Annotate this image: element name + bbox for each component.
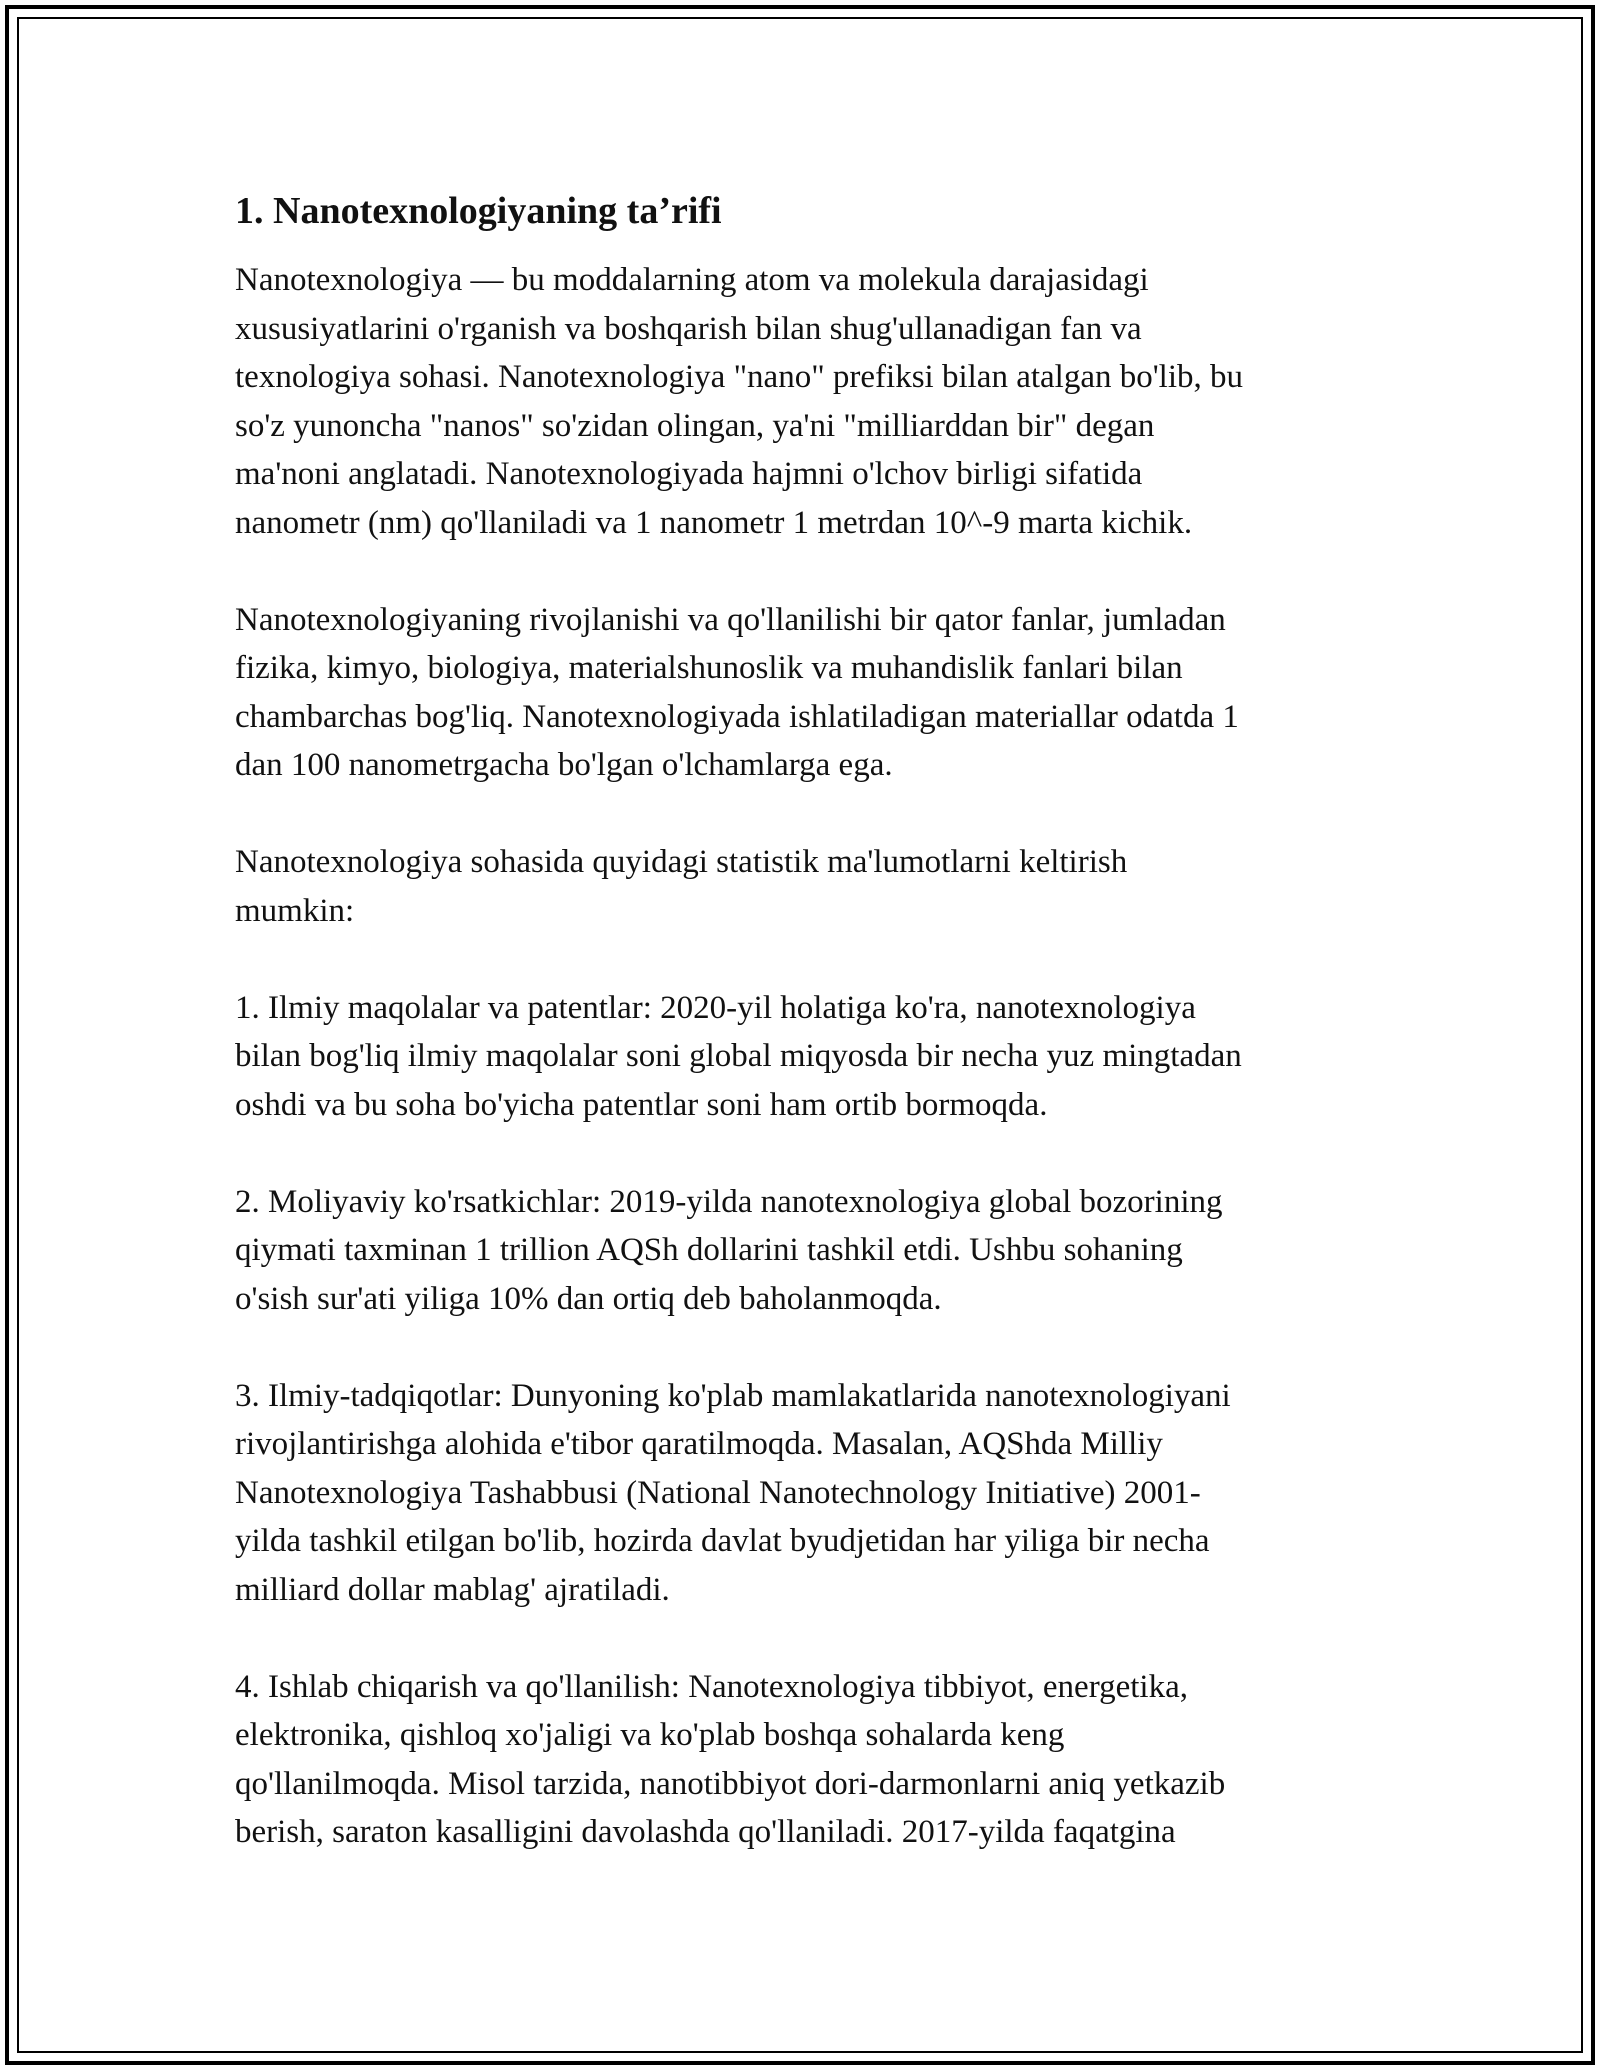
list-item-research: 3. Ilmiy-tadqiqotlar: Dunyoning ko'plab mamlakatlarida nanotexnologiyani rivojlantirishga alohida e'tibor qaratilmoqda. Masalan, AQShda Milliy Nanotexnologiya Tashabbusi (National Nanotechnology Initiative) 2001- yilda tashkil etilgan bo'lib, hozirda davlat byudjetidan har yiliga bir necha milliard dollar mablag' ajratiladi. xyxy=(235,1377,1231,1608)
paragraph-definition: Nanotexnologiya — bu moddalarning atom va molekula darajasidagi xususiyatlarini o'rganish va boshqarish bilan shug'ullanadigan fan va texnologiya sohasi. Nanotexnologiya "nano" prefiksi bilan atalgan bo'lib, bu so'z yunoncha "nanos" so'zidan olingan, ya'ni "milliarddan bir" degan ma'noni anglatadi. Nanotexnologiyada hajmni o'lchov birligi sifatida nanometr (nm) qo'llaniladi va 1 nanometr 1 metrdan 10^-9 marta kichik. xyxy=(235,262,1244,541)
list-item-production-application: 4. Ishlab chiqarish va qo'llanilish: Nanotexnologiya tibbiyot, energetika, elektronika, qishloq xo'jaligi va ko'plab boshqa sohalarda keng qo'llanilmoqda. Misol tarzida, nanotibbiyot dori-darmonlarni aniq yetkazib berish, saraton kasalligini davolashda qo'llaniladi. 2017-yilda faqatgina xyxy=(235,1668,1226,1850)
document-body xyxy=(235,185,1370,1857)
section-heading: 1. Nanotexnologiyaning ta’rifi xyxy=(235,190,722,232)
paragraph-statistics-intro: Nanotexnologiya sohasida quyidagi statistik ma'lumotlarni keltirish mumkin: xyxy=(235,844,1128,929)
list-item-financial-indicators: 2. Moliyaviy ko'rsatkichlar: 2019-yilda nanotexnologiya global bozorining qiymati taxminan 1 trillion AQSh dollarini tashkil etdi. Ushbu sohaning o'sish sur'ati yiliga 10% dan ortiq deb baholanmoqda. xyxy=(235,1183,1223,1317)
paragraph-related-fields: Nanotexnologiyaning rivojlanishi va qo'llanilishi bir qator fanlar, jumladan fizika, kimyo, biologiya, materialshunoslik va muhandislik fanlari bilan chambarchas bog'liq. Nanotexnologiyada ishlatiladigan materiallar odatda 1 dan 100 nanometrgacha bo'lgan o'lchamlarga ega. xyxy=(235,601,1239,783)
list-item-articles-patents: 1. Ilmiy maqolalar va patentlar: 2020-yil holatiga ko'ra, nanotexnologiya bilan bog'liq ilmiy maqolalar soni global miqyosda bir necha yuz mingtadan oshdi va bu soha bo'yicha patentlar soni ham ortib bormoqda. xyxy=(235,989,1242,1123)
